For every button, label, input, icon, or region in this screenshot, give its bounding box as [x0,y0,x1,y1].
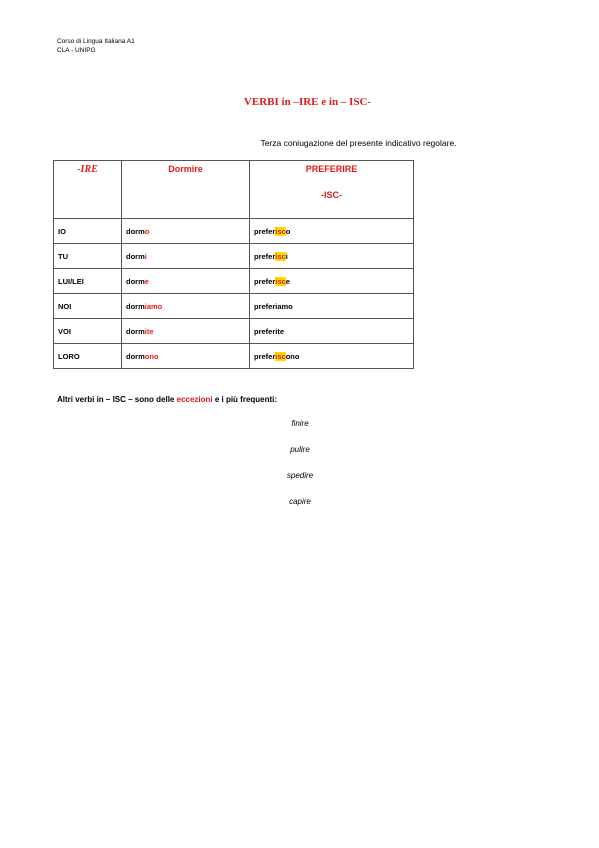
header-preferire-label: PREFERIRE [305,164,358,174]
dormire-ending: iamo [144,301,163,311]
dormire-cell: dormiamo [122,294,250,319]
header-ire: -IRE [54,161,122,219]
dormire-ending: e [144,276,149,286]
header-preferire [250,161,414,219]
isc-infix: isc [275,251,286,261]
isc-infix: isc [275,351,286,361]
page-subtitle: Terza coniugazione del presente indicativo regolare. [260,138,457,148]
list-item: capire [289,497,311,506]
isc-infix: isc [275,276,286,286]
preferire-cell: preferiscono [250,344,414,369]
table-row [54,294,414,319]
header-course: Corso di Lingua Italiana A1 [57,38,135,45]
pronoun-cell: NOI [54,294,122,319]
header-isc-label: -ISC- [321,190,342,200]
preferire-cell: preferisci [250,244,414,269]
list-item: pulire [290,445,310,454]
document-header [57,37,135,55]
table-row [54,269,414,294]
page-title: VERBI in –IRE e in – ISC- [243,96,372,108]
pronoun-cell: TU [54,244,122,269]
preferire-cell: preferisce [250,269,414,294]
table-header-row [54,161,414,219]
dormire-ending: o [144,226,150,236]
header-institution: CLA - UNIPG [57,47,96,54]
dormire-ending: ono [144,351,159,361]
table-row [54,344,414,369]
exceptions-highlight: eccezioni [176,395,213,404]
dormire-cell: dormono [122,344,250,369]
preferire-cell: preferiamo [250,294,414,319]
dormire-ending: i [144,251,147,261]
dormire-cell: dormo [122,219,250,244]
dormire-cell: dorme [122,269,250,294]
header-dormire: Dormire [122,161,250,219]
preferire-cell: preferisco [250,219,414,244]
conjugation-table [53,160,414,369]
list-item: spedire [286,471,314,480]
table-row [54,319,414,344]
table-row [54,244,414,269]
dormire-cell: dormi [122,244,250,269]
exceptions-paragraph: Altri verbi in – ISC – sono delle eccezioni e i più frequenti: [57,395,278,404]
verb-list [270,419,330,523]
pronoun-cell: LUI/LEI [54,269,122,294]
pronoun-cell: VOI [54,319,122,344]
dormire-ending: ite [144,326,154,336]
list-item: finire [291,419,309,428]
preferire-cell: preferite [250,319,414,344]
pronoun-cell: LORO [54,344,122,369]
dormire-cell: dormite [122,319,250,344]
pronoun-cell: IO [54,219,122,244]
isc-infix: isc [275,226,286,236]
table-row [54,219,414,244]
